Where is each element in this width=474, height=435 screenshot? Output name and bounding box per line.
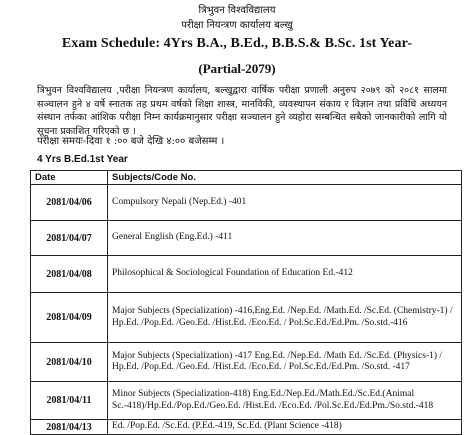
row-date: 2081/04/13 <box>31 420 108 435</box>
row-date: 2081/04/11 <box>31 382 108 420</box>
table-row <box>31 221 462 256</box>
table-row <box>31 185 462 221</box>
row-date: 2081/04/07 <box>31 221 108 256</box>
table-header-row <box>31 171 462 185</box>
table-row <box>31 343 462 382</box>
row-date: 2081/04/06 <box>31 185 108 221</box>
section-title: 4 Yrs B.Ed.1st Year <box>37 154 128 165</box>
row-subject: Compulsory Nepali (Nep.Ed.) -401 <box>108 185 462 221</box>
row-subject: Philosophical & Sociological Foundation of Education Ed.-412 <box>108 256 462 293</box>
schedule-subtitle: (Partial-2079) <box>198 61 276 76</box>
row-subject: Ed. /Pop.Ed. /Sc.Ed. (P.Ed.-419, Sc.Ed. (Plant Science -418) <box>108 420 462 435</box>
table-row <box>31 420 462 435</box>
schedule-table <box>30 170 462 435</box>
subject-column-header: Subjects/Code No. <box>108 171 462 185</box>
notice-paragraph: त्रिभुवन विश्वविद्यालय ,परीक्षा नियन्त्रण कार्यालय, बल्खुद्वारा वार्षिक परीक्षा प्रणाली अनुरुप २०७९ को २०८१ सालमा सञ्चालन हुने ४ वर्षे स्नातक तह प्रथम वर्षको शिक्षा शास्त्र, मानविकी, व्यवस्थापन संकाय र विज्ञान तथा प्रविधि अध्ययन संस्थान तर्फका आंशिक परीक्षा निम्न कार्यक्रमानुसार परीक्षा सञ्चालन हुने व्यहोरा सम्बन्धित सबैको जानकारीको लागि यो सूचना प्रकाशित गरिएको छ । <box>37 85 447 137</box>
schedule-title: Exam Schedule: 4Yrs B.A., B.Ed., B.B.S.& B.Sc. 1st Year- <box>61 36 413 51</box>
table-row <box>31 382 462 420</box>
table-row <box>31 293 462 343</box>
university-name: त्रिभुवन विश्वविद्यालय <box>198 5 276 16</box>
exam-time: परीक्षा समयः-दिवा १ :०० बजे देखि ४:०० बजेसम्म । <box>37 136 225 147</box>
office-name: परीक्षा नियन्त्रण कार्यालय बल्खु <box>181 20 293 31</box>
row-subject: General English (Eng.Ed.) -411 <box>108 221 462 256</box>
row-subject: Major Subjects (Specialization) -416,Eng.Ed. /Nep.Ed. /Math.Ed. /Sc.Ed. (Chemistry-1) / Hp.Ed. /Pop.Ed. /Geo.Ed. /Hist.Ed. /Eco.Ed. / Pol.Sc.Ed./Ed.Pm. /So.std.-416 <box>108 293 462 343</box>
row-date: 2081/04/10 <box>31 343 108 382</box>
row-subject: Minor Subjects (Specialization-418) Eng.Ed./Nep.Ed./Math.Ed./Sc.Ed.(Animal Sc.-418)/Hp.Ed./Pop.Ed./Geo.Ed. /Hist.Ed. /Eco.Ed. /Pol.Sc.Ed./Ed.Pm./So.std.-418 <box>108 382 462 420</box>
row-subject: Major Subjects (Specialization) -417 Eng.Ed. /Nep.Ed. /Math Ed. /Sc.Ed. (Physics-1) / Hp.Ed. /Pop.Ed. /Geo.Ed. /Hist.Ed. /Eco.Ed. / Pol.Sc.Ed./Ed.Pm. /So.std. -417 <box>108 343 462 382</box>
row-date: 2081/04/08 <box>31 256 108 293</box>
row-date: 2081/04/09 <box>31 293 108 343</box>
date-column-header: Date <box>31 171 108 185</box>
table-row <box>31 256 462 293</box>
